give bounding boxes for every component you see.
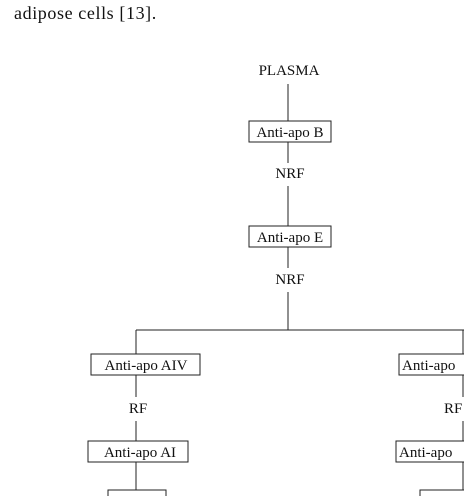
nrf-label-1: NRF: [275, 166, 305, 182]
intro-text: adipose cells [13].: [14, 3, 157, 23]
rf-label-right: RF: [444, 401, 463, 417]
root-label: PLASMA: [258, 63, 320, 79]
anti-apo-b-label: Anti-apo B: [256, 125, 324, 141]
anti-apo-ai-label: Anti-apo AI: [103, 445, 177, 461]
right-anti-apo-label: Anti-apo: [402, 358, 456, 374]
right-anti-apo-label-2: Anti-apo: [399, 445, 453, 461]
anti-apo-e-label: Anti-apo E: [256, 230, 324, 246]
nrf-label-2: NRF: [275, 272, 305, 288]
right-next-box: [420, 490, 464, 496]
left-next-box: [108, 490, 166, 496]
anti-apo-aiv-label: Anti-apo AIV: [104, 358, 188, 374]
rf-label-left: RF: [128, 401, 148, 417]
